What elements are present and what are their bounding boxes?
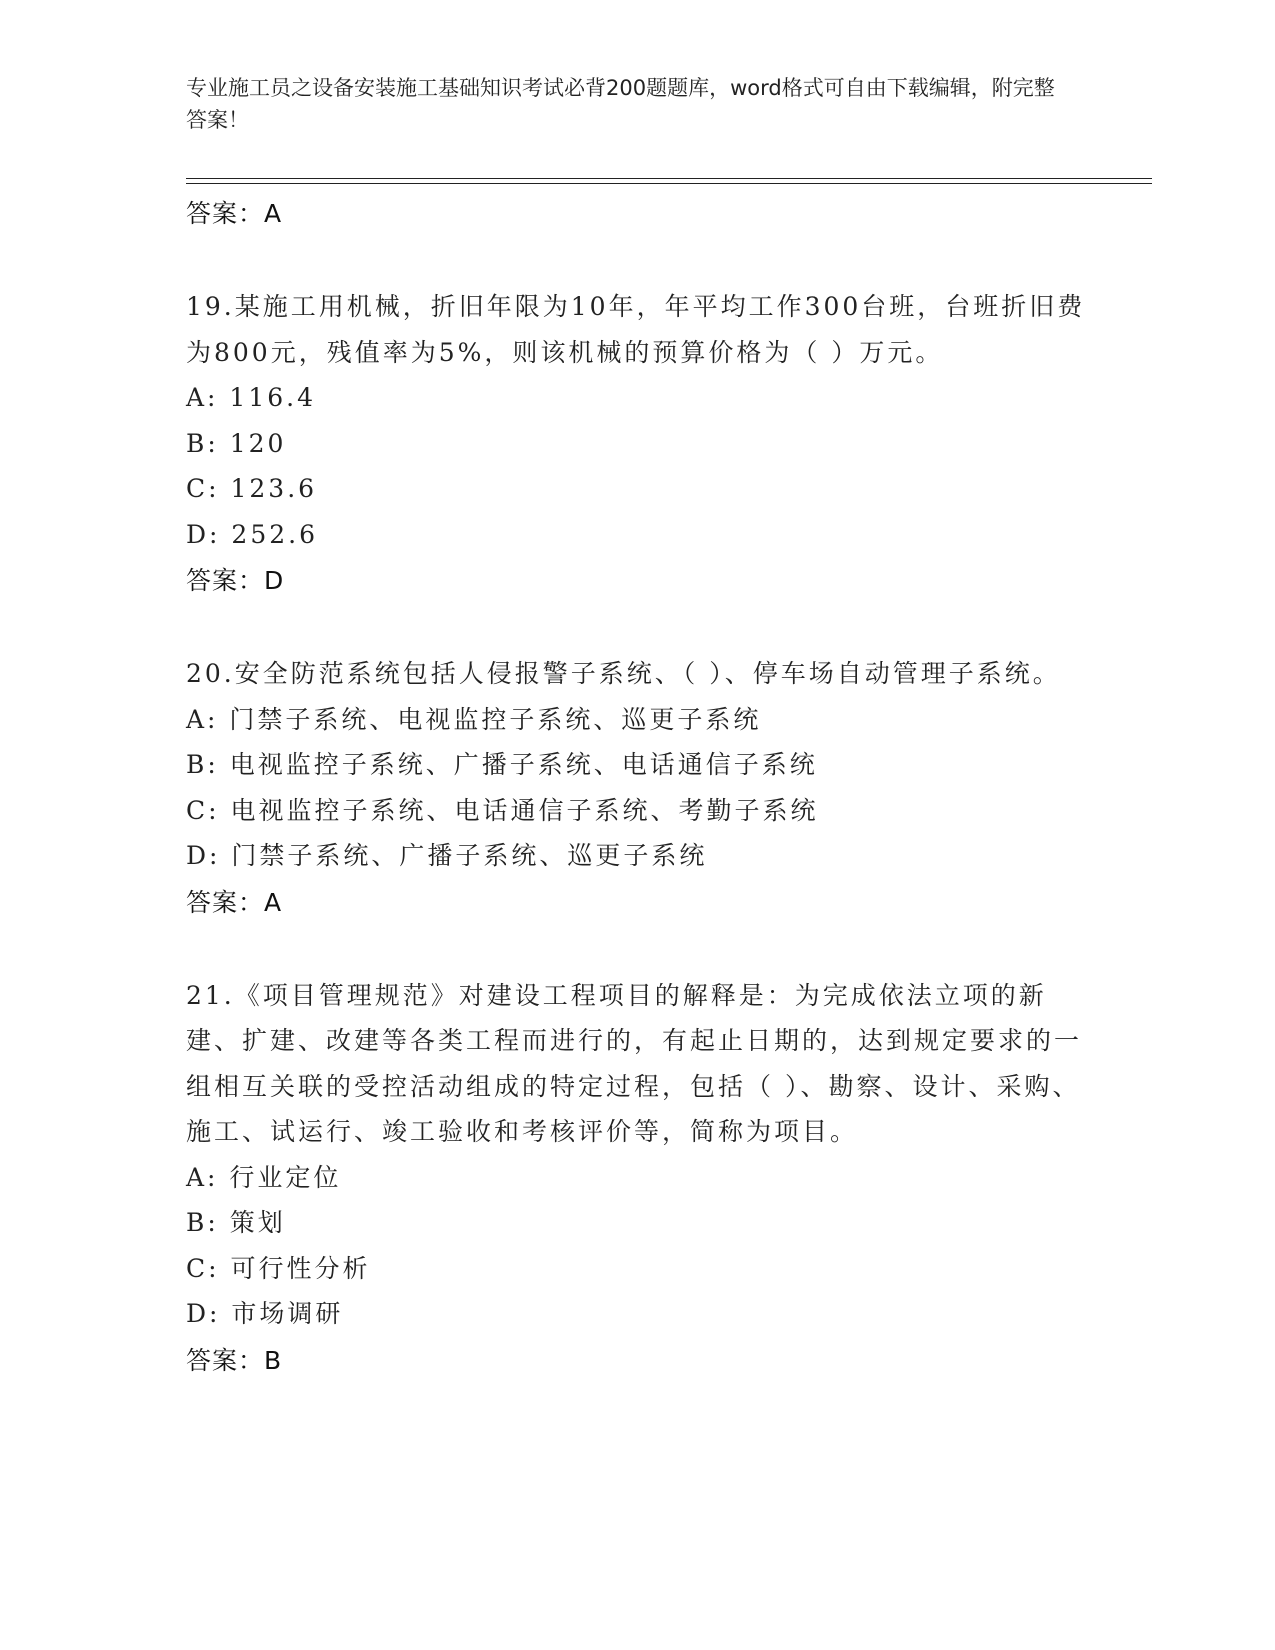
question-block — [186, 973, 1086, 1385]
option-d: D: 门禁子系统、广播子系统、巡更子系统 — [186, 841, 708, 870]
question-block — [186, 284, 1086, 605]
header-divider — [186, 178, 1152, 179]
option-a: A: 116.4 — [186, 383, 316, 412]
option-c: C: 电视监控子系统、电话通信子系统、考勤子系统 — [186, 795, 819, 825]
option-b: B: 电视监控子系统、广播子系统、电话通信子系统 — [186, 750, 818, 779]
question-text: 20.安全防范系统包括人侵报警子系统、（ ）、停车场自动管理子系统。 — [186, 659, 1061, 688]
answer-line: 答案：D — [186, 566, 285, 595]
answer-line: 答案：A — [186, 887, 283, 917]
option-b: B: 120 — [186, 428, 287, 458]
document-body — [186, 190, 1086, 1385]
header-divider-double — [186, 183, 1152, 184]
question-text: 19.某施工用机械，折旧年限为10年，年平均工作300台班，台班折旧费为800元，残值率为5%，则该机械的预算价格为（ ）万元。 — [186, 292, 1086, 367]
answer-line: 答案：A — [186, 199, 283, 228]
document-header: 专业施工员之设备安装施工基础知识考试必背200题题库，word格式可自由下载编辑，附完整答案！ — [186, 76, 1055, 132]
question-text: 21.《项目管理规范》对建设工程项目的解释是：为完成依法立项的新建、扩建、改建等各类工程而进行的，有起止日期的，达到规定要求的一组相互关联的受控活动组成的特定过程，包括（ ）、勘察、设计、采购、施工、试运行、竣工验收和考核评价等，简称为项目。 — [186, 980, 1083, 1146]
option-c: C: 123.6 — [186, 474, 318, 503]
answer-line: 答案：B — [186, 1345, 283, 1375]
option-d: D: 252.6 — [186, 519, 318, 549]
option-a: A: 门禁子系统、电视监控子系统、巡更子系统 — [186, 704, 762, 734]
option-d: D: 市场调研 — [186, 1299, 344, 1328]
option-a: A: 行业定位 — [186, 1162, 342, 1192]
option-b: B: 策划 — [186, 1208, 286, 1237]
question-block — [186, 651, 1086, 927]
option-c: C: 可行性分析 — [186, 1253, 371, 1283]
